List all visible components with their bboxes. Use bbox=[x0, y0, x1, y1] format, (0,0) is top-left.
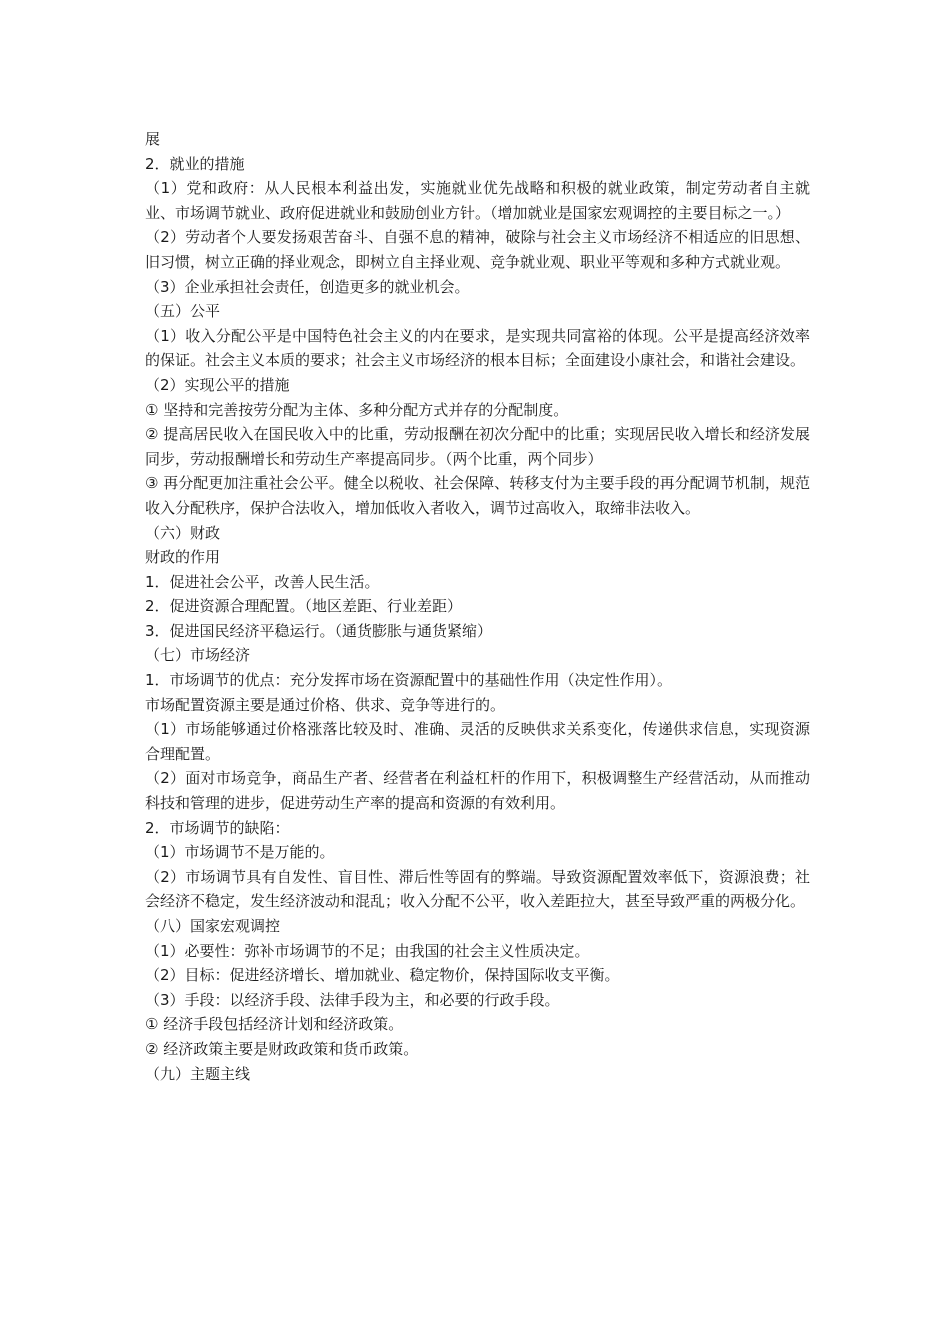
paragraph: （2）劳动者个人要发扬艰苦奋斗、自强不息的精神，破除与社会主义市场经济不相适应的旧思想、旧习惯，树立正确的择业观念，即树立自主择业观、竞争就业观、职业平等观和多种方式就业观。 bbox=[145, 228, 810, 271]
list-item: 3．促进国民经济平稳运行。（通货膨胀与通货紧缩） bbox=[145, 621, 493, 640]
paragraph: （1）必要性：弥补市场调节的不足；由我国的社会主义性质决定。 bbox=[145, 941, 590, 960]
paragraph: （3）企业承担社会责任，创造更多的就业机会。 bbox=[145, 277, 470, 296]
heading-finance: （六）财政 bbox=[145, 523, 221, 542]
list-item: 2．促进资源合理配置。（地区差距、行业差距） bbox=[145, 597, 463, 616]
list-item: 1．促进社会公平，改善人民生活。 bbox=[145, 572, 380, 591]
list-item: ② 提高居民收入在国民收入中的比重，劳动报酬在初次分配中的比重；实现居民收入增长和经济发展同步，劳动报酬增长和劳动生产率提高同步。（两个比重，两个同步） bbox=[145, 425, 810, 468]
paragraph: 市场配置资源主要是通过价格、供求、竞争等进行的。 bbox=[145, 695, 506, 714]
subheading: （2）实现公平的措施 bbox=[145, 375, 290, 394]
paragraph: （1）市场能够通过价格涨落比较及时、准确、灵活的反映供求关系变化，传递供求信息，实现资源合理配置。 bbox=[145, 720, 810, 763]
list-item: ② 经济政策主要是财政政策和货币政策。 bbox=[145, 1039, 419, 1058]
heading-employment-measures: 2．就业的措施 bbox=[145, 154, 245, 173]
heading-macro-control: （八）国家宏观调控 bbox=[145, 917, 281, 935]
heading-main-theme: （九）主题主线 bbox=[145, 1064, 251, 1083]
list-item: ③ 再分配更加注重社会公平。健全以税收、社会保障、转移支付为主要手段的再分配调节机制，规范收入分配秩序，保护合法收入，增加低收入者收入，调节过高收入，取缔非法收入。 bbox=[145, 474, 810, 517]
paragraph: （2）目标：促进经济增长、增加就业、稳定物价，保持国际收支平衡。 bbox=[145, 966, 620, 985]
document-body bbox=[145, 127, 810, 1086]
paragraph: （2）面对市场竞争，商品生产者、经营者在利益杠杆的作用下，积极调整生产经营活动，从而推动科技和管理的进步，促进劳动生产率的提高和资源的有效利用。 bbox=[145, 769, 810, 813]
heading-fairness: （五）公平 bbox=[145, 302, 221, 321]
subheading: 2．市场调节的缺陷： bbox=[145, 818, 290, 837]
list-item: ① 经济手段包括经济计划和经济政策。 bbox=[145, 1015, 404, 1034]
paragraph: （1）收入分配公平是中国特色社会主义的内在要求，是实现共同富裕的体现。公平是提高经济效率的保证。社会主义本质的要求；社会主义市场经济的根本目标；全面建设小康社会，和谐社会建设。 bbox=[145, 326, 810, 370]
paragraph: （2）市场调节具有自发性、盲目性、滞后性等固有的弊端。导致资源配置效率低下，资源浪费；社会经济不稳定，发生经济波动和混乱；收入分配不公平，收入差距拉大，甚至导致严重的两极分化。 bbox=[145, 867, 810, 911]
text-line: 展 bbox=[145, 130, 161, 148]
subheading: 财政的作用 bbox=[145, 548, 221, 567]
paragraph: （3）手段：以经济手段、法律手段为主，和必要的行政手段。 bbox=[145, 990, 560, 1009]
paragraph: （1）党和政府：从人民根本利益出发，实施就业优先战略和积极的就业政策，制定劳动者自主就业、市场调节就业、政府促进就业和鼓励创业方针。（增加就业是国家宏观调控的主要目标之一。） bbox=[145, 179, 810, 222]
list-item: ① 坚持和完善按劳分配为主体、多种分配方式并存的分配制度。 bbox=[145, 400, 569, 419]
paragraph: （1）市场调节不是万能的。 bbox=[145, 843, 335, 862]
paragraph: 1．市场调节的优点：充分发挥市场在资源配置中的基础性作用（决定性作用）。 bbox=[145, 671, 673, 690]
heading-market-economy: （七）市场经济 bbox=[145, 646, 251, 665]
